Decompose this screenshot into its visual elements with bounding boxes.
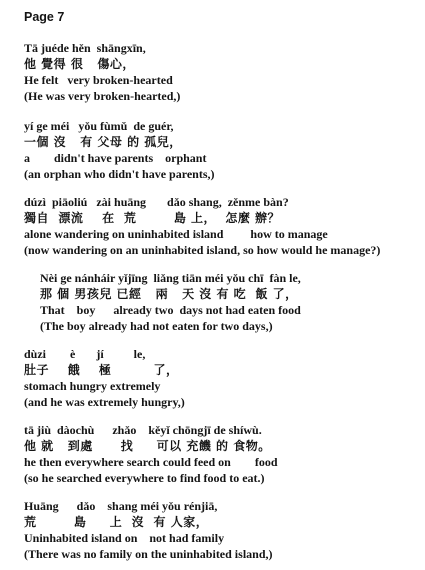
- stanza-2: [24, 118, 215, 182]
- pinyin-line: yí ge méi yǒu fùmǔ de guér,: [24, 119, 174, 133]
- pinyin-line: Tā juéde hěn shāngxīn,: [24, 41, 146, 55]
- stanza-7: [24, 498, 273, 562]
- translation-line: (now wandering on an uninhabited island, so how would he manage?): [24, 243, 381, 257]
- hanzi-line: 那 個 男孩兒 已經 兩 天 沒 有 吃 飯 了，: [40, 287, 298, 301]
- pinyin-line: Nèi ge nánháir yǐjīng liǎng tiān méi yǒu chī fàn le,: [40, 271, 301, 285]
- pinyin-line: Huāng dǎo shang méi yǒu rénjiā,: [24, 499, 218, 513]
- hanzi-line: 肚子 餓 極 了，: [24, 363, 179, 377]
- pinyin-line: dúzì piāoliú zài huāng dǎo shang, zěnme bàn?: [24, 195, 289, 209]
- translation-line: (an orphan who didn't have parents,): [24, 167, 215, 181]
- stanza-1: [24, 40, 180, 104]
- translation-line: (There was no family on the uninhabited island,): [24, 547, 273, 561]
- translation-line: (and he was extremely hungry,): [24, 395, 185, 409]
- gloss-line: alone wandering on uninhabited island how to manage: [24, 227, 328, 241]
- hanzi-line: 荒 島 上 沒 有 人家，: [24, 515, 209, 529]
- stanza-4: [40, 270, 301, 334]
- stanza-3: [24, 194, 380, 258]
- stanza-5: [24, 346, 185, 410]
- gloss-line: a didn't have parents orphant: [24, 151, 207, 165]
- pinyin-line: tā jiù dàochù zhǎo kěyǐ chōngjī de shíwù.: [24, 423, 262, 437]
- pinyin-line: dùzi è jí le,: [24, 347, 146, 361]
- hanzi-line: 他 就 到處 找 可以 充饑 的 食物。: [24, 439, 271, 453]
- page-number: Page 7: [24, 10, 65, 24]
- gloss-line: Uninhabited island on not had family: [24, 531, 225, 545]
- gloss-line: stomach hungry extremely: [24, 379, 161, 393]
- translation-line: (The boy already had not eaten for two days,): [40, 319, 273, 333]
- hanzi-line: 獨自 漂流 在 荒 島 上， 怎麼 辦？: [24, 211, 281, 225]
- translation-line: (He was very broken-hearted,): [24, 89, 181, 103]
- stanza-6: [24, 422, 278, 486]
- gloss-line: That boy already two days not had eaten food: [40, 303, 301, 317]
- gloss-line: he then everywhere search could feed on food: [24, 455, 278, 469]
- gloss-line: He felt very broken-hearted: [24, 73, 173, 87]
- hanzi-line: 他 覺得 很 傷心，: [24, 57, 135, 71]
- translation-line: (so he searched everywhere to find food to eat.): [24, 471, 265, 485]
- hanzi-line: 一個 沒 有 父母 的 孤兒，: [24, 135, 182, 149]
